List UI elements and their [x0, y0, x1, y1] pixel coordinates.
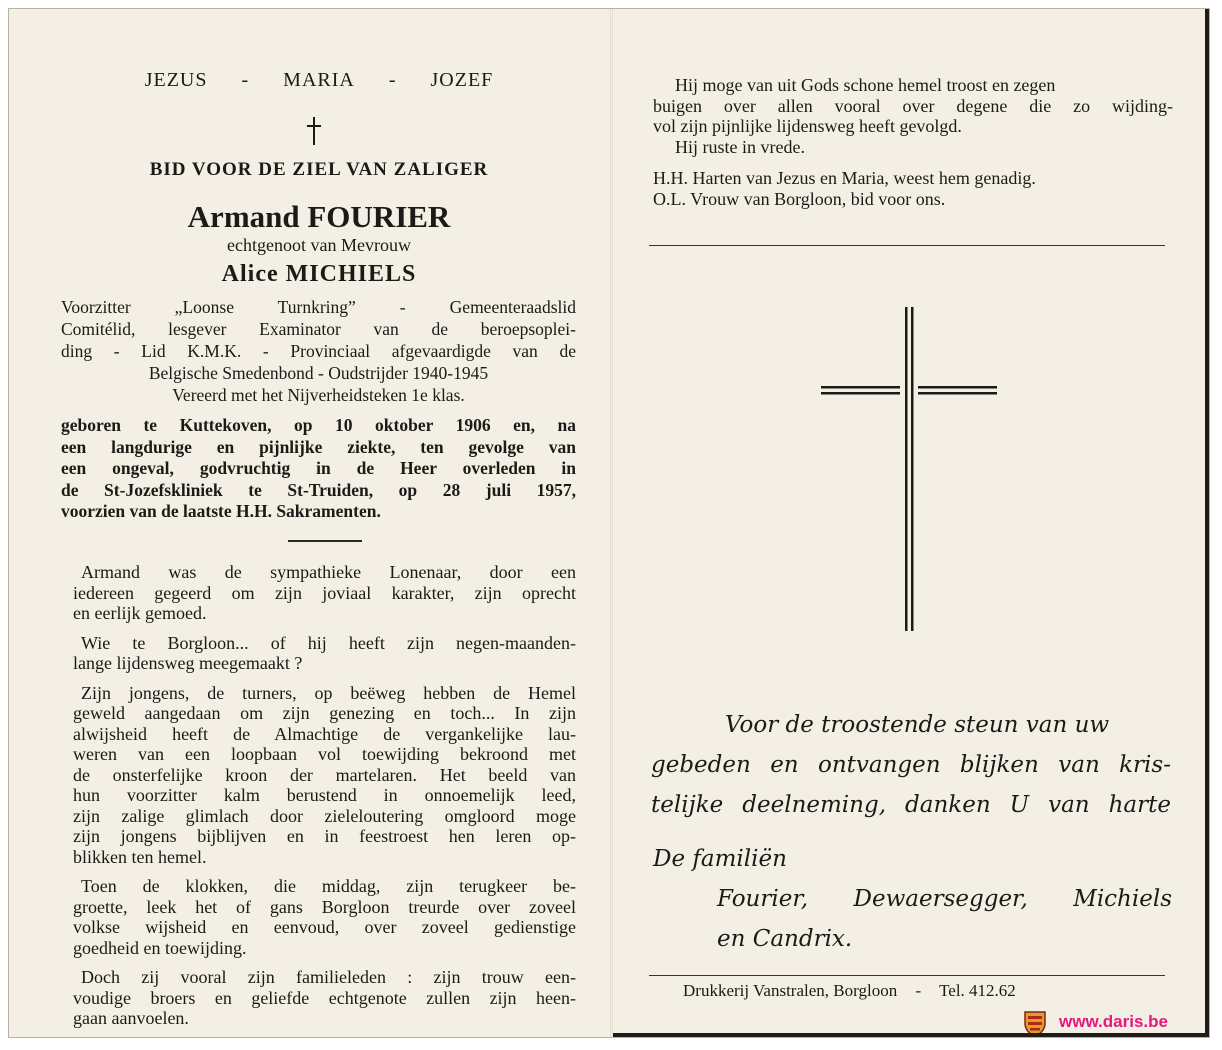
card-edge-right — [1205, 9, 1209, 1037]
printer-dash: - — [915, 981, 922, 1000]
eulogy-line: voudige broers en geliefde echtgenote zullen zijn heen- — [73, 987, 576, 1008]
rest-line: Hij ruste in vrede. — [675, 136, 805, 157]
eulogy-line: groette, leek het of gans Borgloon treurde over zoveel — [73, 896, 576, 917]
eulogy-line: volkse wijsheid en eenvoud, over zoveel gedienstige — [73, 917, 576, 937]
left-panel — [9, 9, 611, 1037]
dates-line: een ongeval, godvruchtig in de Heer overleden in — [61, 458, 576, 478]
dates-line: geboren te Kuttekoven, op 10 oktober 1906 en, na — [61, 415, 576, 435]
titles-block — [61, 296, 576, 406]
latin-cross-icon — [304, 117, 324, 145]
birth-death-block — [61, 415, 576, 523]
header-dash: - — [388, 69, 397, 91]
double-line-cross-icon — [821, 307, 997, 631]
family-names-line: en Candrix. — [717, 926, 853, 952]
eulogy-line: zijn jongens bijblijven en in feestroest hen leren op- — [73, 826, 576, 846]
header-dash: - — [241, 69, 250, 91]
eulogy-line: Doch zij vooral zijn familieleden : zijn trouw een- — [81, 967, 576, 987]
titles-line: Voorzitter „Loonse Turnkring” - Gemeenteraadslid — [61, 297, 576, 317]
eulogy-line: geweld aangedaan om zijn genezing en toch... In zijn — [73, 703, 576, 723]
spouse-name: Alice MICHIELS — [221, 261, 417, 287]
eulogy-line: Armand was de sympathieke Lonenaar, door een — [81, 562, 576, 582]
header-word: JOZEF — [430, 69, 494, 91]
blessing-line: Hij moge van uit Gods schone hemel troost en zegen — [675, 75, 1056, 95]
thanks-line: gebeden en ontvangen blijken van kris- — [651, 752, 1171, 778]
spouse-intro: echtgenoot van Mevrouw — [227, 235, 411, 255]
top-rule — [649, 245, 1165, 246]
printer-line — [683, 981, 1143, 1001]
eulogy-line: de onsterfelijke kroon der martelaren. Het beeld van — [73, 764, 576, 785]
titles-line: ding - Lid K.M.K. - Provinciaal afgevaardigde van de — [61, 341, 576, 361]
thanks-text — [651, 705, 1171, 825]
invocation-line: O.L. Vrouw van Borgloon, bid voor ons. — [653, 188, 946, 209]
header-word: JEZUS — [144, 69, 208, 91]
eulogy-line: alwijsheid heeft de Almachtige de vergankelijke lau- — [73, 723, 576, 744]
eulogy-line: gaan aanvoelen. — [73, 1008, 189, 1028]
watermark-text[interactable]: www.daris.be — [1059, 1012, 1168, 1031]
eulogy-text — [73, 562, 576, 1029]
family-title: De familiën — [653, 846, 787, 872]
thanks-line: telijke deelneming, danken U van harte — [651, 792, 1171, 818]
titles-line: Vereerd met het Nijverheidsteken 1e klas. — [172, 385, 465, 405]
titles-line: Comitélid, lesgever Examinator van de beroepsoplei- — [61, 319, 576, 339]
right-panel — [613, 9, 1209, 1037]
prayer-line: BID VOOR DE ZIEL VAN ZALIGER — [149, 159, 489, 180]
eulogy-line: Zijn jongens, de turners, op beëweg hebben de Hemel — [81, 682, 576, 703]
eulogy-line: weren van een loopbaan vol toewijding bekroond met — [73, 744, 576, 764]
dates-line: de St-Jozefskliniek te St-Truiden, op 28 juli 1957, — [61, 479, 576, 500]
memorial-card — [8, 8, 1210, 1038]
blessing-text — [653, 75, 1173, 209]
bottom-rule — [649, 975, 1165, 976]
eulogy-line: zijn zalige glimlach door zieleloutering omgloord moge — [73, 805, 576, 826]
dates-line: een langdurige en pijnlijke ziekte, ten gevolge van — [61, 436, 576, 457]
family-names — [717, 879, 1172, 959]
blessing-line: buigen over allen vooral over degene die zo wijding- — [653, 95, 1173, 116]
family-names-line: Fourier, Dewaersegger, Michiels — [717, 886, 1172, 912]
jezus-maria-jozef-header — [89, 69, 549, 92]
invocation-line: H.H. Harten van Jezus en Maria, weest hem genadig. — [653, 168, 1036, 188]
eulogy-line: goedheid en toewijding. — [73, 937, 247, 958]
header-word: MARIA — [283, 69, 355, 91]
printer-tel: Tel. 412.62 — [939, 981, 1016, 1000]
printer-name: Drukkerij Vanstralen, Borgloon — [683, 981, 898, 1000]
titles-line: Belgische Smedenbond - Oudstrijder 1940-1945 — [148, 363, 489, 383]
dates-line: voorzien van de laatste H.H. Sakramenten. — [61, 501, 381, 521]
eulogy-line: Toen de klokken, die middag, zijn terugkeer be- — [81, 876, 576, 896]
deceased-name: Armand FOURIER — [187, 199, 451, 234]
eulogy-line: hun voorzitter kalm berustend in onnoemelijk leed, — [73, 785, 576, 805]
eulogy-line: iedereen gegeerd om zijn joviaal karakter, zijn oprecht — [73, 582, 576, 603]
eulogy-line: Wie te Borgloon... of hij heeft zijn negen-maanden- — [81, 632, 576, 653]
eulogy-line: blikken ten hemel. — [73, 846, 207, 867]
section-divider — [288, 540, 362, 542]
eulogy-line: lange lijdensweg meegemaakt ? — [73, 653, 303, 673]
card-edge-bottom — [613, 1033, 1209, 1037]
thanks-line: Voor de troostende steun van uw — [725, 712, 1110, 738]
eulogy-line: en eerlijk gemoed. — [73, 603, 207, 623]
blessing-line: vol zijn pijnlijke lijdensweg heeft gevolgd. — [653, 116, 962, 136]
